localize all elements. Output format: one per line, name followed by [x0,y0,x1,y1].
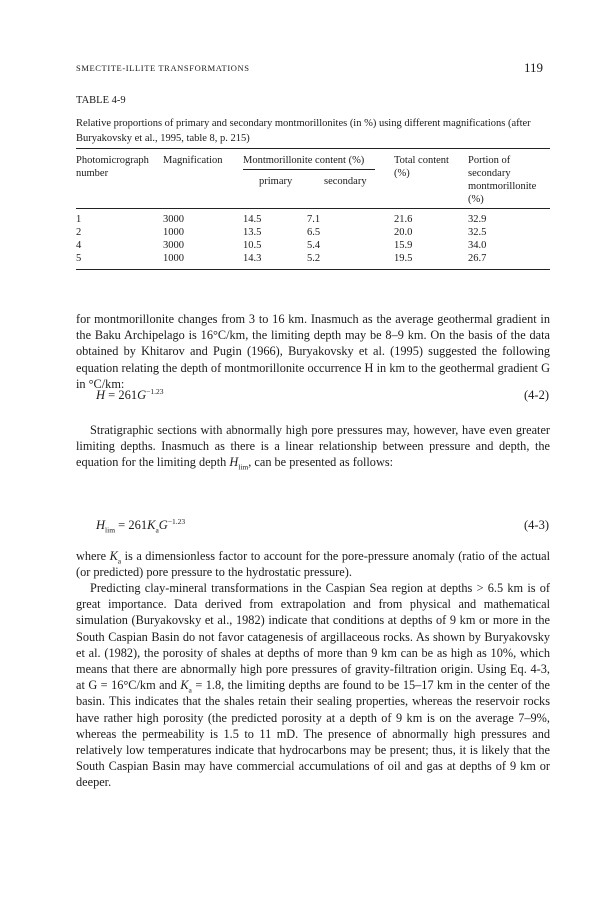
equation-4-2-number: (4-2) [524,388,549,402]
table-bottom-rule [76,269,550,270]
table-cell-number: 1 [76,214,82,225]
eq1-exp: −1.23 [146,386,164,396]
eq2-lhs: H [96,518,106,532]
eq1-var: G [137,388,147,402]
table-cell-number: 2 [76,227,82,238]
table-cell-magnification: 1000 [163,253,184,264]
running-head: SMECTITE-ILLITE TRANSFORMATIONS [76,63,250,73]
eq1-coef: 261 [118,388,138,402]
table-cell-primary: 10.5 [243,240,262,251]
table-cell-secondary: 5.4 [307,240,321,251]
eq2-factor-sub: a [155,525,159,535]
table-cell-magnification: 3000 [163,214,184,225]
equation-4-3: $H_{lim} = 261K_aG^{-1.23}$ [96,516,186,535]
eq2-lhs-sub: lim [105,525,116,535]
table-cell-portion: 32.9 [468,214,487,225]
table-cell-magnification: 1000 [163,227,184,238]
paragraph-3-text: where $K_a$ is a dimensionless factor to account for the pore-pressure anomaly (ratio of the actual (or predicted) pore pressure to the hydrostatic pressure). [76,549,550,580]
table-cell-primary: 13.5 [243,227,262,238]
table-top-rule [76,148,550,149]
table-cell-total: 19.5 [394,253,413,264]
table-cell-number: 5 [76,253,82,264]
table-label: TABLE 4-9 [76,95,126,106]
paragraph-1 [76,311,550,392]
paragraph-4 [76,580,550,791]
col-header-secondary: secondary [324,176,367,187]
paragraph-2 [76,422,550,471]
table-cell-secondary: 6.5 [307,227,321,238]
equation-4-2: $H = 261G^{-1.23}$ [96,386,164,402]
table-cell-primary: 14.3 [243,253,262,264]
table-cell-portion: 32.5 [468,227,487,238]
table-header-rule [76,208,550,209]
montmorillonite-subrule [243,169,375,170]
col-header-primary: primary [259,176,293,187]
paragraph-3 [76,548,550,580]
table-cell-number: 4 [76,240,82,251]
col-header-photomicrograph: Photomicrograph number [76,155,149,179]
paragraph-4-text: Predicting clay-mineral transformations in the Caspian Sea region at depths > 6.5 km is of great importance. Data derived from extrapolation and from physical and mathematical simulation (Buryakovsky et al., 1982) indicate that conditions at depths of 9 km or more in the South Caspian Basin do not favor catagenesis of argillaceous rocks. As shown by Buryakovsky et al. (1982), the porosity of shales at depths of more than 9 km can be as high as 10%, which means that there are abnormally high pore pressures of gravity-filtration origin. Using Eq. 4-3, at G = 16°C/km and $K_a = 1.8$, the limiting depths are found to be 15–17 km in the center of the basin. This indicates that the shales retain their sealing properties, whereas the reservoir rocks have rather high porosity (the predicted porosity at a depth of 9 km is on the average 7–9%, whereas the permeability is 1.5 to 11 mD. The presence of abnormally high pressures and relatively low temperatures indicate that hydrocarbons may be present; thus, it is likely that the South Caspian Basin may have commercial accumulations of oil and gas at depths of 9 km or deeper. [76,581,550,790]
eq2-factor: K [147,518,156,532]
table-cell-total: 15.9 [394,240,413,251]
table-cell-secondary: 5.2 [307,253,321,264]
eq1-lhs: H [96,388,106,402]
eq2-coef: 261 [128,518,148,532]
table-cell-total: 21.6 [394,214,413,225]
table-cell-secondary: 7.1 [307,214,321,225]
table-cell-portion: 26.7 [468,253,487,264]
eq2-var: G [158,518,168,532]
col-header-magnification: Magnification [163,155,223,166]
eq2-exp: −1.23 [167,516,186,526]
equation-4-3-number: (4-3) [524,518,549,532]
paragraph-2-text: Stratigraphic sections with abnormally high pore pressures may, however, have even greater limiting depths. Inasmuch as there is a linear relationship between pressure and depth, the equation for the limiting depth $H_{lim}$, can be presented as follows: [76,423,550,472]
col-header-portion: Portion of secondary montmorillonite (%) [468,155,537,205]
table-cell-primary: 14.5 [243,214,262,225]
col-header-total: Total content (%) [394,155,449,179]
paragraph-1-text: for montmorillonite changes from 3 to 16 km. Inasmuch as the average geothermal gradient in the Baku Archipelago is 16°C/km, the limiting depth may be 8–9 km. On the basis of the data obtained by Khitarov and Pugin (1966), Buryakovsky et al. (1995) suggested the following equation relating the depth of montmorillonite occurrence H in km to the geothermal gradient G in °C/km: [76,312,550,391]
col-header-montmorillonite: Montmorillonite content (%) [243,155,365,166]
table-cell-magnification: 3000 [163,240,184,251]
page-number: 119 [523,60,543,75]
table-cell-portion: 34.0 [468,240,487,251]
table-cell-total: 20.0 [394,227,413,238]
table-caption: Relative proportions of primary and secondary montmorillonites (in %) using different magnifications (after Buryakovsky et al., 1995, table 8, p. 215) [76,118,531,144]
